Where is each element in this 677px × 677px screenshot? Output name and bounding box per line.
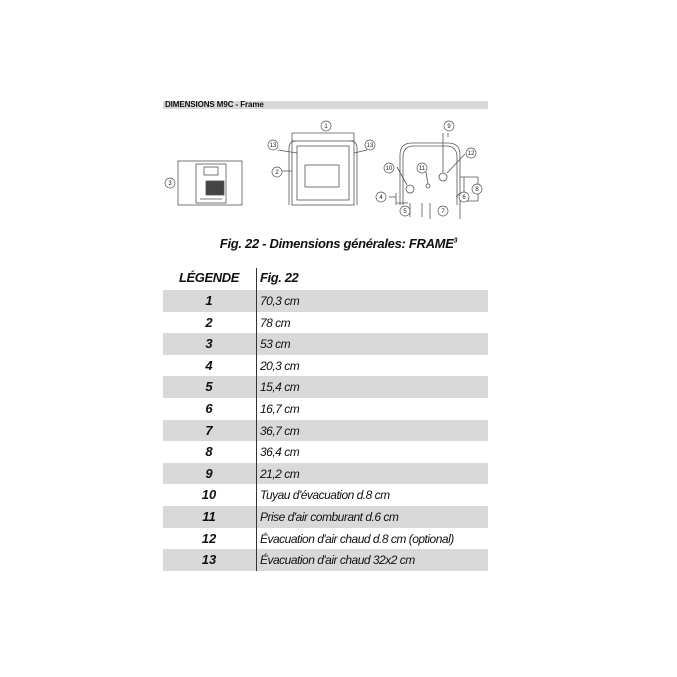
callout-11: 11 [418,166,426,172]
legend-table [163,268,488,571]
section-title: DIMENSIONS M9C - Frame [165,100,264,109]
callout-9: 9 [447,124,451,130]
column-divider [256,484,257,506]
table-row [163,420,488,442]
callout-6: 6 [462,195,466,201]
column-divider [256,333,257,355]
column-divider [256,463,257,485]
table-row [163,484,488,506]
row-value: 36,7 cm [260,423,300,438]
row-value: 53 cm [260,337,291,352]
figure-caption [0,236,677,251]
row-value: 36,4 cm [260,445,300,460]
callout-8: 8 [475,187,479,193]
row-number: 5 [205,379,213,395]
row-number: 3 [205,336,213,352]
table-row [163,441,488,463]
combustion-air-inlet-icon [426,184,430,188]
column-divider [256,506,257,528]
row-value: 15,4 cm [260,380,300,395]
figure-caption-superscript: 3 [453,237,458,245]
column-divider [256,268,257,290]
table-row [163,528,488,550]
table-row [163,463,488,485]
hot-air-outlet-icon [439,173,447,181]
row-value: 20,3 cm [260,358,300,373]
row-number: 4 [205,357,213,373]
flue-outlet-icon [406,185,414,193]
table-row [163,398,488,420]
row-number: 11 [202,508,216,524]
column-divider [256,376,257,398]
callout-1: 1 [324,124,328,130]
callout-2: 2 [275,170,279,176]
callout-12: 12 [467,151,475,157]
column-divider [256,549,257,571]
table-row [163,549,488,571]
column-divider [256,441,257,463]
column-divider [256,420,257,442]
row-value: Tuyau d'évacuation d.8 cm [260,488,390,503]
row-value: 16,7 cm [260,401,300,416]
row-number: 6 [205,400,213,416]
column-divider [256,355,257,377]
row-value: 21,2 cm [260,466,300,481]
callout-7: 7 [441,209,445,215]
row-number: 10 [201,487,217,503]
side-view-door [206,181,224,195]
callout-5: 5 [403,209,407,215]
row-number: 8 [205,444,213,460]
table-row [163,312,488,334]
rear-view-outline [400,143,460,205]
table-row [163,376,488,398]
row-number: 13 [201,552,217,568]
callout-3: 3 [168,181,172,187]
callout-4: 4 [379,195,383,201]
front-view-window [305,165,339,187]
row-value: Évacuation d'air chaud d.8 cm (optional) [260,531,454,546]
table-row [163,506,488,528]
column-divider [256,398,257,420]
column-divider [256,528,257,550]
callout-13-right: 13 [366,143,374,149]
column-divider [256,312,257,334]
side-view-top-part [204,167,218,175]
figure-caption-text: Fig. 22 - Dimensions générales: FRAME [219,236,454,251]
front-view-outline [292,141,354,205]
callout-10: 10 [385,166,393,172]
row-value: 78 cm [260,315,291,330]
legend-col1-header: LÉGENDE [178,270,240,285]
row-number: 1 [205,293,213,308]
row-number: 12 [201,530,217,546]
row-number: 2 [205,314,213,330]
row-value: Prise d'air comburant d.6 cm [260,509,399,524]
row-value: Évacuation d'air chaud 32x2 cm [260,553,415,568]
row-value: 70,3 cm [260,294,300,308]
dimensions-diagram [160,115,490,225]
row-number: 9 [205,465,213,481]
callout-13-left: 13 [269,143,277,149]
table-row [163,290,488,312]
legend-col2-header: Fig. 22 [260,270,299,285]
table-row [163,355,488,377]
row-number: 7 [205,422,213,438]
legend-header-row [163,268,488,290]
column-divider [256,290,257,312]
table-row [163,333,488,355]
